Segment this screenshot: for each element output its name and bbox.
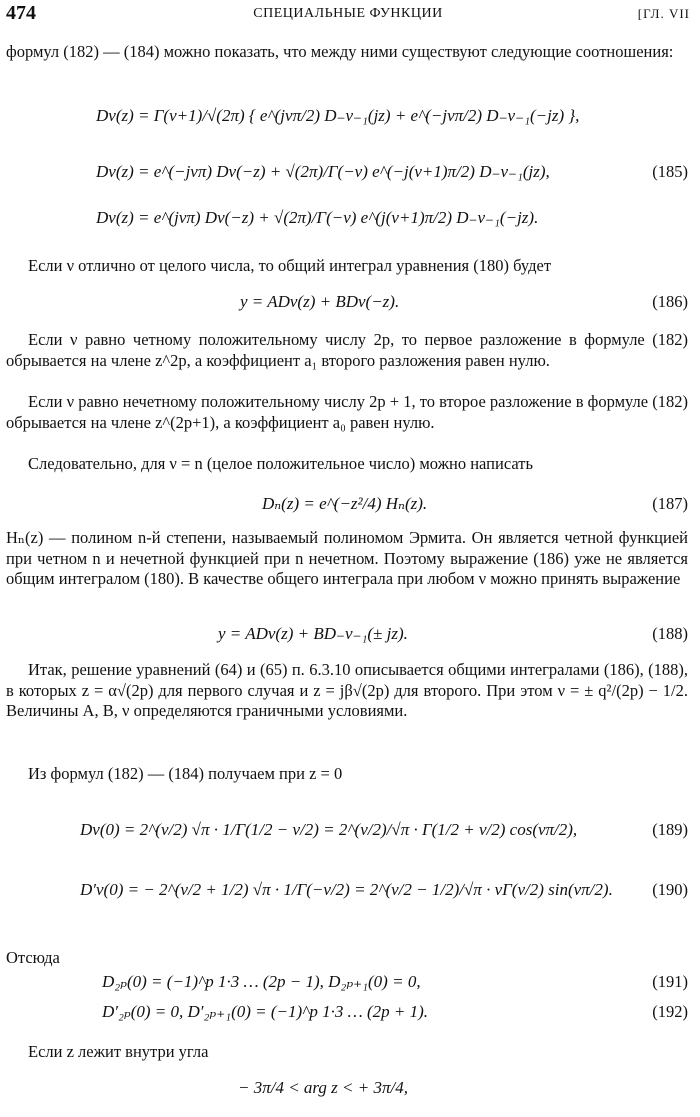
paragraph-2: Если ν отлично от целого числа, то общий интеграл уравнения (180) будет: [28, 256, 552, 275]
paragraph-5: Следовательно, для ν = n (целое положительное число) можно написать: [28, 454, 533, 473]
equation-186-text: y = ADν(z) + BDν(−z).: [240, 292, 400, 311]
equation-192-text: D′₂ₚ(0) = 0, D′₂ₚ₊₁(0) = (−1)^p 1·3 … (2p + 1).: [102, 1002, 429, 1021]
page-header: [6, 2, 690, 28]
equation-187: [0, 488, 688, 518]
equation-number-188: (188): [652, 624, 688, 643]
equation-number-191: (191): [652, 972, 688, 991]
equation-185a-text: Dν(z) = Γ(ν+1)/√(2π) { e^(jνπ/2) D₋ν₋₁(jz) + e^(−jνπ/2) D₋ν₋₁(−jz) },: [96, 106, 580, 125]
running-title: СПЕЦИАЛЬНЫЕ ФУНКЦИИ: [253, 6, 443, 21]
equation-number-192: (192): [652, 1002, 688, 1021]
equation-192: [0, 1002, 688, 1026]
equation-number-190: (190): [652, 880, 688, 899]
equation-190-text: D′ν(0) = − 2^(ν/2 + 1/2) √π · 1/Γ(−ν/2) = 2^(ν/2 − 1/2)/√π · νΓ(ν/2) sin(νπ/2).: [80, 880, 613, 899]
equation-angle: [0, 1078, 688, 1108]
equation-189: [0, 808, 688, 848]
equation-189-text: Dν(0) = 2^(ν/2) √π · 1/Γ(1/2 − ν/2) = 2^(ν/2)/√π · Γ(1/2 + ν/2) cos(νπ/2),: [80, 820, 578, 839]
page-number: 474: [6, 2, 36, 24]
equation-185b: [0, 156, 688, 196]
equation-191: [0, 972, 688, 996]
paragraph-8: Из формул (182) — (184) получаем при z = 0: [28, 764, 343, 783]
equation-number-187: (187): [652, 494, 688, 513]
chapter-label: [ГЛ. VII: [637, 6, 690, 21]
equation-188-text: y = ADν(z) + BD₋ν₋₁(± jz).: [218, 624, 408, 643]
equation-185c-text: Dν(z) = e^(jνπ) Dν(−z) + √(2π)/Γ(−ν) e^(j(ν+1)π/2) D₋ν₋₁(−jz).: [96, 208, 539, 227]
equation-185b-text: Dν(z) = e^(−jνπ) Dν(−z) + √(2π)/Γ(−ν) e^(−j(ν+1)π/2) D₋ν₋₁(jz),: [96, 162, 550, 181]
equation-186: [0, 292, 688, 316]
equation-number-186: (186): [652, 292, 688, 311]
paragraph-3: Если ν равно четному положительному числу 2p, то первое разложение в формуле (182) обрывается на члене z^2p, а коэффициент a₁ второго разложения равен нулю.: [6, 330, 688, 370]
equation-angle-text: − 3π/4 < arg z < + 3π/4,: [238, 1078, 408, 1097]
paragraph-1: формул (182) — (184) можно показать, что между ними существуют следующие соотношения:: [6, 42, 674, 61]
equation-188: [0, 624, 688, 648]
equation-191-text: D₂ₚ(0) = (−1)^p 1·3 … (2p − 1), D₂ₚ₊₁(0) = 0,: [102, 972, 421, 991]
paragraph-9: Отсюда: [6, 948, 60, 967]
paragraph-4: Если ν равно нечетному положительному числу 2p + 1, то второе разложение в формуле (182) обрывается на члене z^(2p+1), а коэффициент a₀ равен нулю.: [6, 392, 688, 432]
paragraph-7: Итак, решение уравнений (64) и (65) п. 6.3.10 описывается общими интегралами (186), (188), в которых z = α√(2p) для первого случая и z = jβ√(2p) для второго. При этом ν = ± q²/(2p) − 1/2. Величины A, B, ν определяются граничными условиями.: [6, 660, 688, 720]
equation-number-185: (185): [652, 162, 688, 181]
equation-185c: [0, 202, 688, 242]
paragraph-6: Hₙ(z) — полином n-й степени, называемый полиномом Эрмита. Он является четной функцией при четном n и нечетной функцией при n нечетном. Поэтому выражение (186) уже не является общим интегралом (180). В качестве общего интеграла при любом ν можно принять выражение: [6, 528, 688, 588]
equation-number-189: (189): [652, 820, 688, 839]
equation-187-text: Dₙ(z) = e^(−z²/4) Hₙ(z).: [262, 494, 428, 513]
equation-185a: [0, 98, 688, 138]
paragraph-10: Если z лежит внутри угла: [28, 1042, 209, 1061]
equation-190: [0, 866, 688, 906]
